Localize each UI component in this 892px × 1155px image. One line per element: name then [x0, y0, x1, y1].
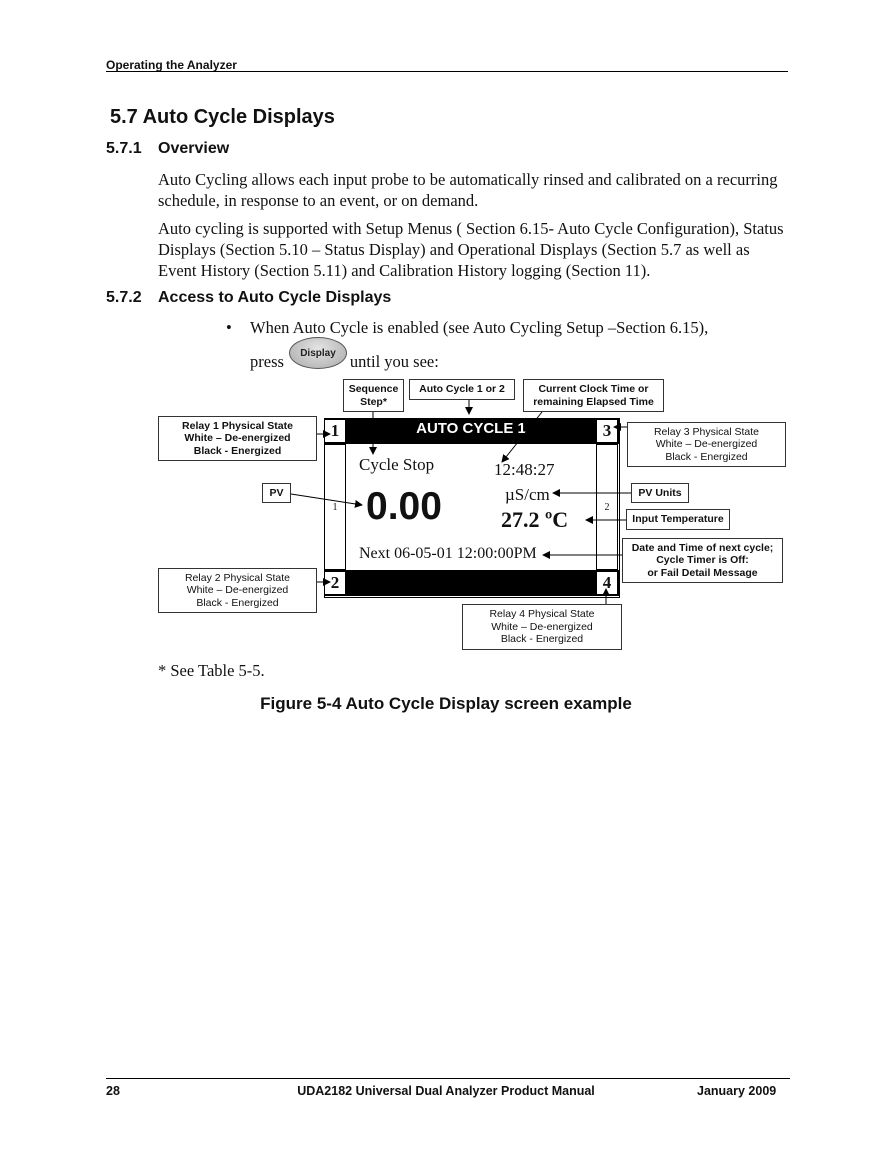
- pv-units-text: µS/cm: [505, 485, 550, 504]
- sequence-step-text: Cycle Stop: [359, 455, 435, 474]
- until-label: until you see:: [349, 352, 439, 371]
- clock-text: 12:48:27: [494, 460, 555, 479]
- figure-caption: Figure 5-4 Auto Cycle Display screen example: [260, 694, 632, 713]
- callout-relay-3: Relay 3 Physical State White – De-energized Black - Energized: [627, 422, 786, 467]
- bullet-dot: •: [226, 318, 232, 337]
- bullet-text: When Auto Cycle is enabled (see Auto Cycling Setup –Section 6.15),: [250, 318, 709, 337]
- relay-2-indicator: 2: [324, 571, 346, 595]
- arrow-pv: [291, 494, 362, 505]
- callout-relay-1: Relay 1 Physical State White – De-energized Black - Energized: [158, 416, 317, 461]
- pv-value: 0.00: [366, 485, 442, 528]
- overview-heading-text: Overview: [158, 140, 230, 157]
- temperature-text: 27.2 ºC: [501, 507, 569, 532]
- left-side-strip: 1: [324, 444, 346, 570]
- callout-sequence-step: Sequence Step*: [343, 379, 404, 412]
- page-number: 28: [106, 1084, 120, 1098]
- callout-pv-units: PV Units: [631, 483, 689, 503]
- arrow-clock-time: [502, 412, 542, 462]
- callout-auto-cycle: Auto Cycle 1 or 2: [409, 379, 515, 400]
- overview-paragraph-2: Auto cycling is supported with Setup Menus ( Section 6.15- Auto Cycle Configuration), Status Displays (Section 5.10 – Status Display) and Operational Displays (Section 5.7 as well as Event History (Section 5.11) and Calibration History logging (Section 11).: [158, 219, 784, 280]
- relay-1-indicator: 1: [324, 419, 346, 443]
- footer-rule: [106, 1078, 790, 1079]
- right-side-strip: 2: [596, 444, 618, 570]
- callout-next-cycle: Date and Time of next cycle; Cycle Timer is Off: or Fail Detail Message: [622, 538, 783, 583]
- relay-4-indicator: 4: [596, 571, 618, 595]
- callout-relay-2: Relay 2 Physical State White – De-energized Black - Energized: [158, 568, 317, 613]
- callout-pv: PV: [262, 483, 291, 503]
- callout-relay-4: Relay 4 Physical State White – De-energized Black - Energized: [462, 604, 622, 650]
- next-cycle-text: Next 06-05-01 12:00:00PM: [359, 545, 537, 562]
- overview-paragraph-1: Auto Cycling allows each input probe to be automatically rinsed and calibrated on a recurring schedule, in response to an event, or on demand.: [158, 170, 778, 210]
- publication-date: January 2009: [697, 1084, 777, 1098]
- callout-input-temperature: Input Temperature: [626, 509, 730, 530]
- press-label: press: [250, 352, 284, 371]
- section-title: 5.7 Auto Cycle Displays: [110, 106, 335, 128]
- callout-clock-time: Current Clock Time or remaining Elapsed Time: [523, 379, 664, 412]
- access-heading-text: Access to Auto Cycle Displays: [158, 289, 392, 306]
- running-head: Operating the Analyzer: [106, 58, 237, 72]
- manual-title: UDA2182 Universal Dual Analyzer Product Manual: [297, 1084, 595, 1098]
- overview-heading-number: 5.7.1: [106, 140, 142, 157]
- access-heading-number: 5.7.2: [106, 289, 142, 306]
- lcd-title: AUTO CYCLE 1: [416, 420, 526, 437]
- relay-3-indicator: 3: [596, 419, 618, 443]
- table-note: * See Table 5-5.: [158, 661, 265, 680]
- display-key-button: Display: [289, 337, 347, 369]
